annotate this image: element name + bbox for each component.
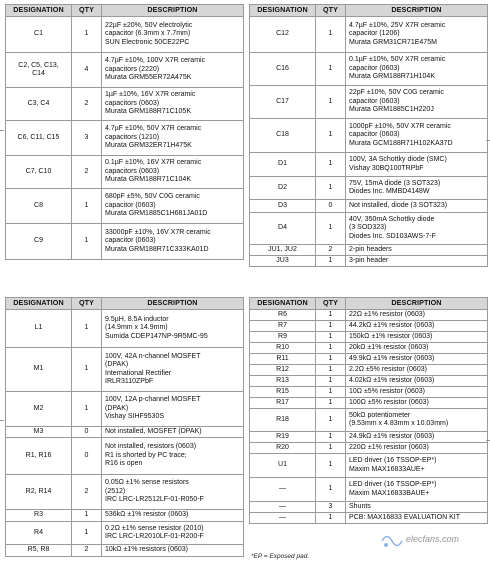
table-row: — 1 LED driver (16 TSSOP-EP*) Maxim MAX16833BAUE+ [250, 478, 488, 502]
table-row: R15 1 10Ω ±5% resistor (0603) [250, 387, 488, 398]
description-header: DESCRIPTION [346, 298, 488, 310]
designation-header: DESIGNATION [250, 298, 316, 310]
table-row: C18 1 1000pF ±10%, 50V X7R ceramic capacitor (0603) Murata GCM188R71H102KA37D [250, 119, 488, 153]
table-row: R18 1 50kΩ potentiometer (9.53mm x 4.83mm x 10.03mm) [250, 409, 488, 432]
qty-header: QTY [72, 5, 102, 17]
table-row: R13 1 4.02kΩ ±1% resistor (0603) [250, 376, 488, 387]
designation-header: DESIGNATION [250, 5, 316, 17]
table-row: R7 1 44.2kΩ ±1% resistor (0603) [250, 321, 488, 332]
qty-header: QTY [72, 298, 102, 310]
table-row: R11 1 49.9kΩ ±1% resistor (0603) [250, 354, 488, 365]
table-row: D1 1 100V, 3A Schottky diode (SMC) Vishay 30BQ100TRPbF [250, 153, 488, 177]
table-row: R3 1 536kΩ ±1% resistor (0603) [6, 510, 244, 522]
watermark-logo [378, 527, 486, 551]
description-header: DESCRIPTION [102, 5, 244, 17]
table-row: C12 1 4.7µF ±10%, 25V X7R ceramic capacitor (1206) Murata GRM31CR71E475M [250, 17, 488, 53]
table-row: C17 1 22pF ±10%, 50V C0G ceramic capacitor (0603) Murata GRM1885C1H220J [250, 86, 488, 119]
table-row: — 3 Shunts [250, 502, 488, 513]
table-row: L1 1 9.5µH, 8.5A inductor (14.9mm x 14.9mm) Sumida CDEP147NP-9R5MC-95 [6, 310, 244, 348]
table-row: R2, R14 2 0.05Ω ±1% sense resistors (2512) IRC LRC-LR2512LF-01-R050-F [6, 475, 244, 510]
table-row: R19 1 24.9kΩ ±1% resistor (0603) [250, 432, 488, 443]
table-row: C7, C10 2 0.1µF ±10%, 16V X7R ceramic capacitors (0603) Murata GRM188R71C104K [6, 156, 244, 189]
table-row: R17 1 100Ω ±5% resistor (0603) [250, 398, 488, 409]
table-row: C2, C5, C13, C14 4 4.7µF ±10%, 100V X7R ceramic capacitors (2220) Murata GRM55ER72A475K [6, 53, 244, 88]
qty-header: QTY [316, 5, 346, 17]
table-row: M3 0 Not installed, MOSFET (DPAK) [6, 427, 244, 438]
bom-table-1 [5, 4, 244, 260]
table-row: C9 1 33000pF ±10%, 16V X7R ceramic capacitor (0603) Murata GRM188R71C333KA01D [6, 224, 244, 260]
page-edge-mark [486, 440, 490, 441]
table-row: M1 1 100V, 42A n-channel MOSFET (DPAK) International Rectifier IRLR3110ZPbF [6, 348, 244, 392]
table-row: D4 1 40V, 350mA Schottky diode (3 SOD323) Diodes Inc. SD103AWS-7-F [250, 213, 488, 245]
page-edge-mark [0, 420, 4, 421]
table-row: C3, C4 2 1µF ±10%, 16V X7R ceramic capacitors (0603) Murata GRM188R71C105K [6, 88, 244, 121]
table-row: R9 1 150kΩ ±1% resistor (0603) [250, 332, 488, 343]
watermark-text: elecfans.com [406, 534, 460, 544]
table-row: C8 1 680pF ±5%, 50V C0G ceramic capacitor (0603) Murata GRM1885C1H681JA01D [6, 189, 244, 224]
page-edge-mark [486, 140, 490, 141]
footnote: *EP = Exposed pad. [251, 553, 310, 560]
table-row: M2 1 100V, 12A p-channel MOSFET (DPAK) Vishay SIHF9530S [6, 392, 244, 427]
table-row: R12 1 2.2Ω ±5% resistor (0603) [250, 365, 488, 376]
qty-header: QTY [316, 298, 346, 310]
page-edge-mark [0, 130, 4, 131]
description-header: DESCRIPTION [102, 298, 244, 310]
table-row: R1, R16 0 Not installed, resistors (0603) R1 is shorted by PC trace; R16 is open [6, 438, 244, 475]
table-row: C16 1 0.1µF ±10%, 50V X7R ceramic capacitor (0603) Murata GRM188R71H104K [250, 53, 488, 86]
table-row: R5, R8 2 10kΩ ±1% resistors (0603) [6, 545, 244, 557]
wave-icon [382, 537, 402, 548]
table-row: C1 1 22µF ±20%, 50V electrolytic capacitor (6.3mm x 7.7mm) SUN Electronic 50CE22PC [6, 17, 244, 53]
table-row: R6 1 22Ω ±1% resistor (0603) [250, 310, 488, 321]
table-row: U1 1 LED driver (16 TSSOP-EP*) Maxim MAX16833AUE+ [250, 454, 488, 478]
table-row: JU3 1 3-pin header [250, 256, 488, 267]
table-row: JU1, JU2 2 2-pin headers [250, 245, 488, 256]
table-row: — 1 PCB: MAX16833 EVALUATION KIT [250, 513, 488, 524]
table-row: R10 1 20kΩ ±1% resistor (0603) [250, 343, 488, 354]
table-row: D2 1 75V, 15mA diode (3 SOT323) Diodes Inc. MMBD4148W [250, 177, 488, 200]
table-row: R20 1 220Ω ±1% resistor (0603) [250, 443, 488, 454]
description-header: DESCRIPTION [346, 5, 488, 17]
designation-header: DESIGNATION [6, 5, 72, 17]
bom-table-3 [5, 297, 244, 557]
table-row: C6, C11, C15 3 4.7µF ±10%, 50V X7R ceramic capacitors (1210) Murata GRM32ER71H475K [6, 121, 244, 156]
designation-header: DESIGNATION [6, 298, 72, 310]
table-row: R4 1 0.2Ω ±1% sense resistor (2010) IRC LRC-LR2010LF-01-R200-F [6, 522, 244, 545]
table-row: D3 0 Not installed, diode (3 SOT323) [250, 200, 488, 213]
bom-table-4 [249, 297, 488, 524]
bom-table-2 [249, 4, 488, 267]
